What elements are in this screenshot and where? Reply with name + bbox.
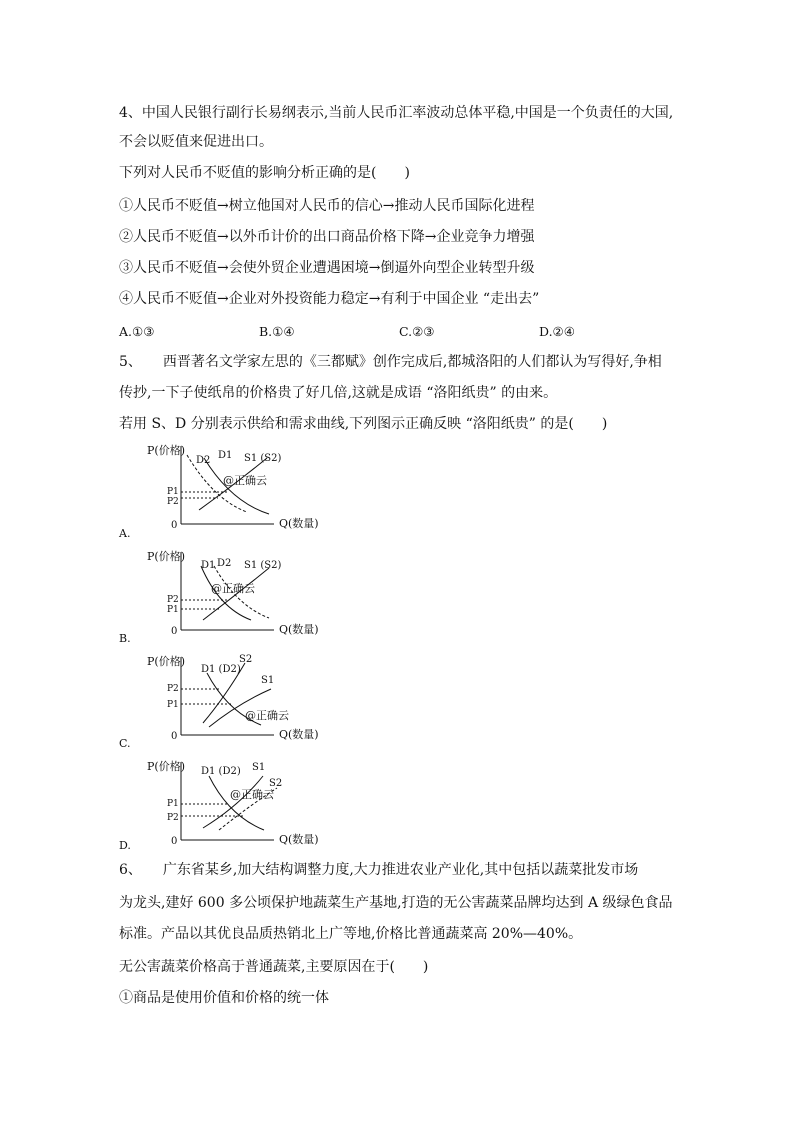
graph-a-axis-x: Q(数量) [279,517,319,530]
graph-a-watermark: @正确云 [223,474,267,487]
graph-d-p-bottom: P2 [167,813,179,823]
q4-stem-line2: 不会以贬值来促进出口。 [119,134,273,150]
q4-option-b: B.①④ [259,324,295,339]
graph-c-option: C. [119,737,131,750]
q6-stem-line3: 标准。产品以其优良品质热销北上广等地,价格比普通蔬菜高 20%—40%。 [119,926,583,942]
q4-question: 下列对人民币不贬值的影响分析正确的是( ) [119,165,410,181]
graph-b-option: B. [119,632,131,645]
q4-item-2: ②人民币不贬值→以外币计价的出口商品价格下降→企业竞争力增强 [119,229,535,245]
q5-stem-line2: 传抄,一下子使纸帛的价格贵了好几倍,这就是成语 “洛阳纸贵” 的由来。 [119,385,558,401]
graph-a-origin: 0 [171,520,178,531]
q4-option-a: A.①③ [119,324,155,339]
graph-b-d-left: D1 [201,560,216,571]
graph-b-s-label: S1 (S2) [244,560,282,571]
q4-option-c: C.②③ [399,324,435,339]
graph-b-p-top: P2 [167,595,179,605]
graph-a-d-right: D1 [218,450,233,461]
graph-c-watermark: @正确云 [245,709,289,722]
graph-d-axis-x: Q(数量) [279,833,319,846]
graph-a-axis-y: P(价格) [147,444,185,457]
q4-option-d: D.②④ [539,324,575,339]
graph-c-axis-y: P(价格) [147,655,185,668]
graph-b [119,546,359,642]
q6-stem-line1: 6、 广东省某乡,加大结构调整力度,大力推进农业产业化,其中包括以蔬菜批发市场 [119,862,639,878]
graph-a-p-top: P1 [167,487,179,497]
q5-question: 若用 S、D 分别表示供给和需求曲线,下列图示正确反映 “洛阳纸贵” 的是( ) [119,416,608,432]
q6-item-1: ①商品是使用价值和价格的统一体 [119,990,329,1006]
q6-question: 无公害蔬菜价格高于普通蔬菜,主要原因在于( ) [119,959,429,975]
graph-b-d-right: D2 [217,558,232,569]
graph-a-p-bottom: P2 [167,497,179,507]
graph-b-origin: 0 [171,626,178,637]
graph-a-option: A. [119,527,131,540]
graph-c-p-top: P2 [167,684,179,694]
graph-d [119,756,359,852]
graph-c-d-label: D1 (D2) [201,664,241,675]
graph-a-d-left: D2 [196,455,211,466]
graph-c-s-a: S2 [239,654,253,665]
graph-c-p-bottom: P1 [167,700,179,710]
q4-item-3: ③人民币不贬值→会使外贸企业遭遇困境→倒逼外向型企业转型升级 [119,260,535,276]
graph-d-s-b: S2 [269,778,283,789]
graph-b-watermark: @正确云 [211,582,255,595]
q5-stem-line1: 5、 西晋著名文学家左思的《三都赋》创作完成后,都城洛阳的人们都认为写得好,争相 [119,354,662,370]
graph-a-s-label: S1 (S2) [244,453,282,464]
q4-item-4: ④人民币不贬值→企业对外投资能力稳定→有利于中国企业 “走出去” [119,291,540,307]
graph-c-s-b: S1 [261,675,275,686]
graph-b-axis-y: P(价格) [147,550,185,563]
graph-a [119,440,359,536]
graph-d-p-top: P1 [167,799,179,809]
graph-d-origin: 0 [171,836,178,847]
graph-c-axis-x: Q(数量) [279,728,319,741]
graph-d-s-a: S1 [252,762,266,773]
graph-d-option: D. [119,839,131,852]
q4-item-1: ①人民币不贬值→树立他国对人民币的信心→推动人民币国际化进程 [119,198,535,214]
graph-d-watermark: @正确云 [230,788,274,801]
q6-stem-line2: 为龙头,建好 600 多公顷保护地蔬菜生产基地,打造的无公害蔬菜品牌均达到 A 级绿色食品 [119,895,673,911]
graph-d-d-label: D1 (D2) [201,766,241,777]
graph-b-p-bottom: P1 [167,605,179,615]
graph-d-axis-y: P(价格) [147,760,185,773]
q4-stem-line1: 4、中国人民银行副行长易纲表示,当前人民币汇率波动总体平稳,中国是一个负责任的大国, [119,105,674,121]
graph-b-axis-x: Q(数量) [279,623,319,636]
graph-c-origin: 0 [171,731,178,742]
graph-c [119,651,359,747]
